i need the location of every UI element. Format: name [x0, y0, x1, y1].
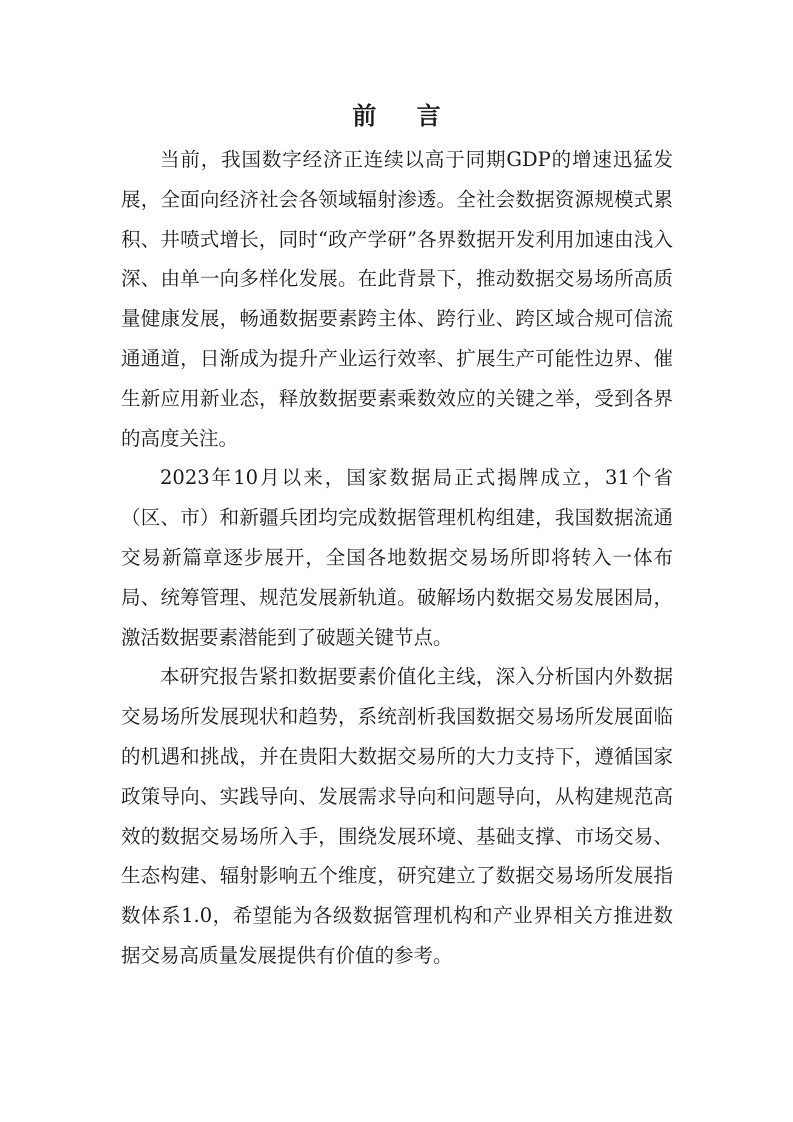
document-body — [121, 140, 673, 976]
page-title: 前 言 — [352, 102, 457, 130]
paragraph-2: 2023年10月以来，国家数据局正式揭牌成立，31个省（区、市）和新疆兵团均完成数据管理机构组建，我国数据流通交易新篇章逐步展开，全国各地数据交易场所即将转入一体布局、统筹管理、规范发展新轨道。破解场内数据交易发展困局，激活数据要素潜能到了破题关键节点。 — [121, 466, 673, 649]
paragraph-1: 当前，我国数字经济正连续以高于同期GDP的增速迅猛发展，全面向经济社会各领域辐射渗透。全社会数据资源规模式累积、井喷式增长，同时“政产学研”各界数据开发利用加速由浅入深、由单一向多样化发展。在此背景下，推动数据交易场所高质量健康发展，畅通数据要素跨主体、跨行业、跨区域合规可信流通通道，日渐成为提升产业运行效率、扩展生产可能性边界、催生新应用新业态，释放数据要素乘数效应的关键之举，受到各界的高度关注。 — [121, 148, 673, 450]
paragraph-3: 本研究报告紧扣数据要素价值化主线，深入分析国内外数据交易场所发展现状和趋势，系统剖析我国数据交易场所发展面临的机遇和挑战，并在贵阳大数据交易所的大力支持下，遵循国家政策导向、实践导向、发展需求导向和问题导向，从构建规范高效的数据交易场所入手，围绕发展环境、基础支撑、市场交易、生态构建、辐射影响五个维度，研究建立了数据交易场所发展指数体系1.0，希望能为各级数据管理机构和产业界相关方推进数据交易高质量发展提供有价值的参考。 — [121, 665, 673, 967]
